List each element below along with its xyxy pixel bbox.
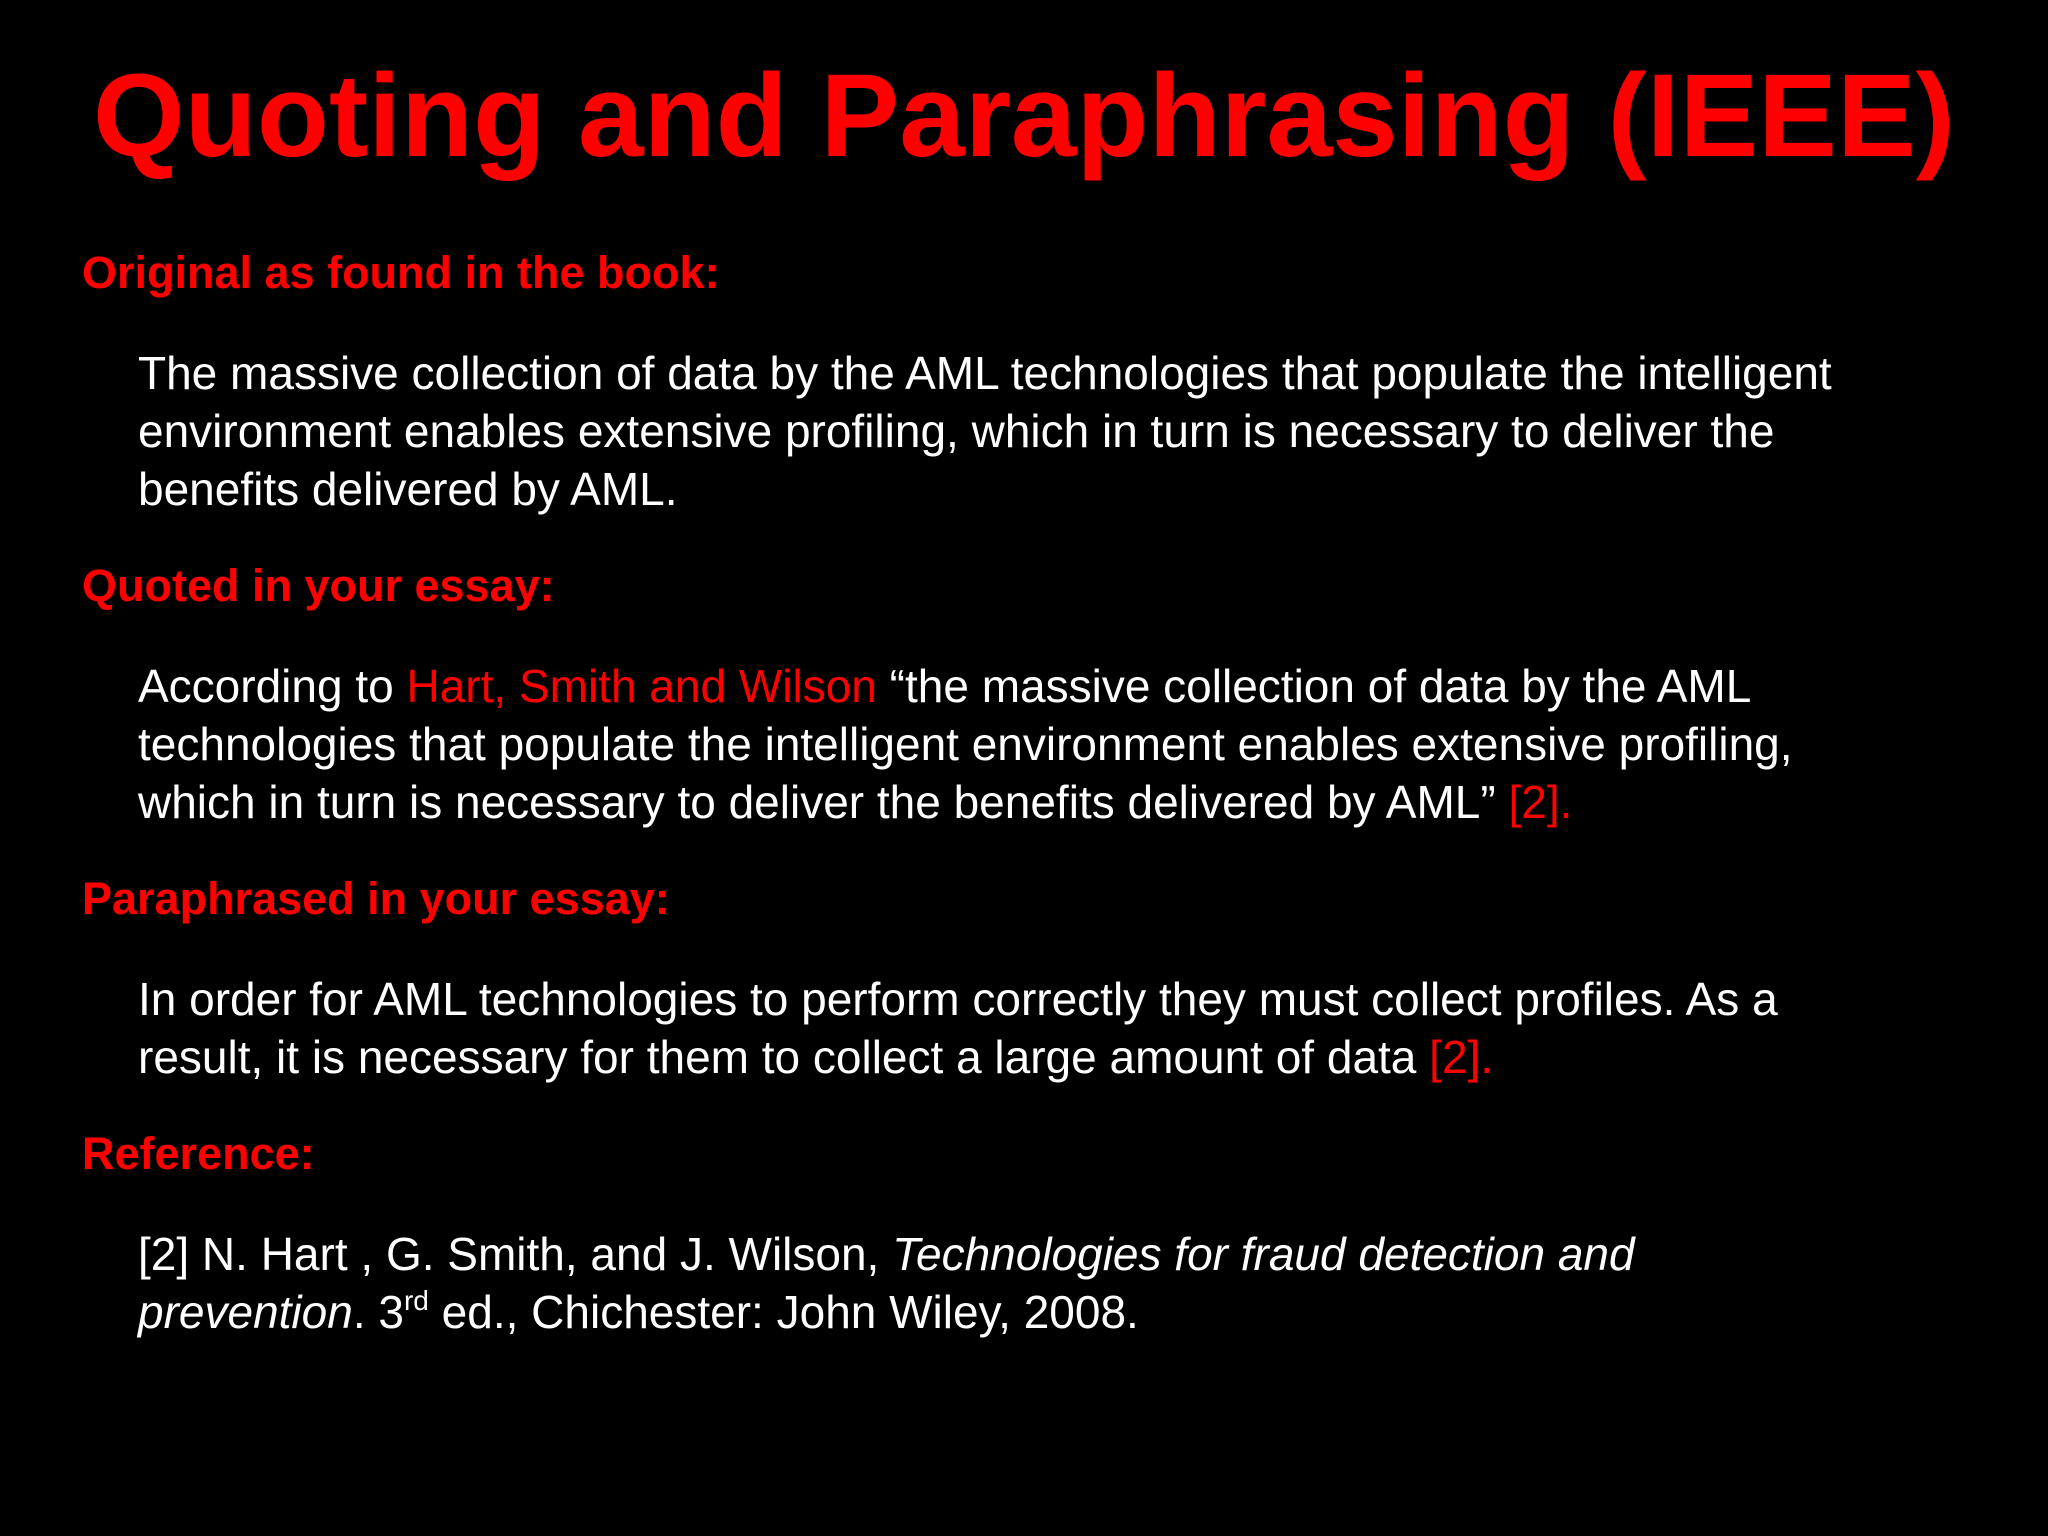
paragraph-paraphrased: [138, 970, 2018, 1086]
heading-quoted: Quoted in your essay:: [82, 560, 555, 611]
text-line: [138, 773, 2018, 831]
text-line: [138, 1283, 2018, 1341]
heading-reference: Reference:: [82, 1128, 315, 1179]
ordinal-suffix: rd: [403, 1285, 429, 1316]
text-line: The massive collection of data by the AML technologies that populate the intelligent: [138, 347, 1832, 399]
citation-marker: [2].: [1508, 776, 1573, 828]
text-line: [138, 657, 2018, 715]
citation-marker: [2].: [1429, 1031, 1494, 1083]
text-line: environment enables extensive profiling, which in turn is necessary to deliver the: [138, 405, 1775, 457]
paragraph-quoted: [138, 657, 2018, 831]
paragraph-original: [138, 344, 2018, 518]
text-line: [138, 1028, 2018, 1086]
heading-original: Original as found in the book:: [82, 247, 720, 298]
author-names: Hart, Smith and Wilson: [406, 660, 877, 712]
text-line: technologies that populate the intelligent environment enables extensive profiling,: [138, 718, 1793, 770]
text-line: In order for AML technologies to perform correctly they must collect profiles. As a: [138, 973, 1778, 1025]
slide-title: Quoting and Paraphrasing (IEEE): [93, 50, 1955, 182]
text-segment: According to: [138, 660, 407, 712]
text-line: benefits delivered by AML.: [138, 463, 678, 515]
book-title: Technologies for fraud detection and: [892, 1228, 1635, 1280]
text-segment: result, it is necessary for them to collect a large amount of data: [138, 1031, 1430, 1083]
text-segment: [2] N. Hart , G. Smith, and J. Wilson,: [138, 1228, 893, 1280]
book-title: prevention: [138, 1286, 353, 1338]
paragraph-reference: [138, 1225, 2018, 1341]
text-segment: ed., Chichester: John Wiley, 2008.: [428, 1286, 1139, 1338]
text-line: [138, 1225, 2018, 1283]
text-segment: which in turn is necessary to deliver the benefits delivered by AML”: [138, 776, 1509, 828]
text-segment: “the massive collection of data by the AML: [876, 660, 1752, 712]
heading-paraphrased: Paraphrased in your essay:: [82, 873, 670, 924]
text-segment: . 3: [352, 1286, 404, 1338]
